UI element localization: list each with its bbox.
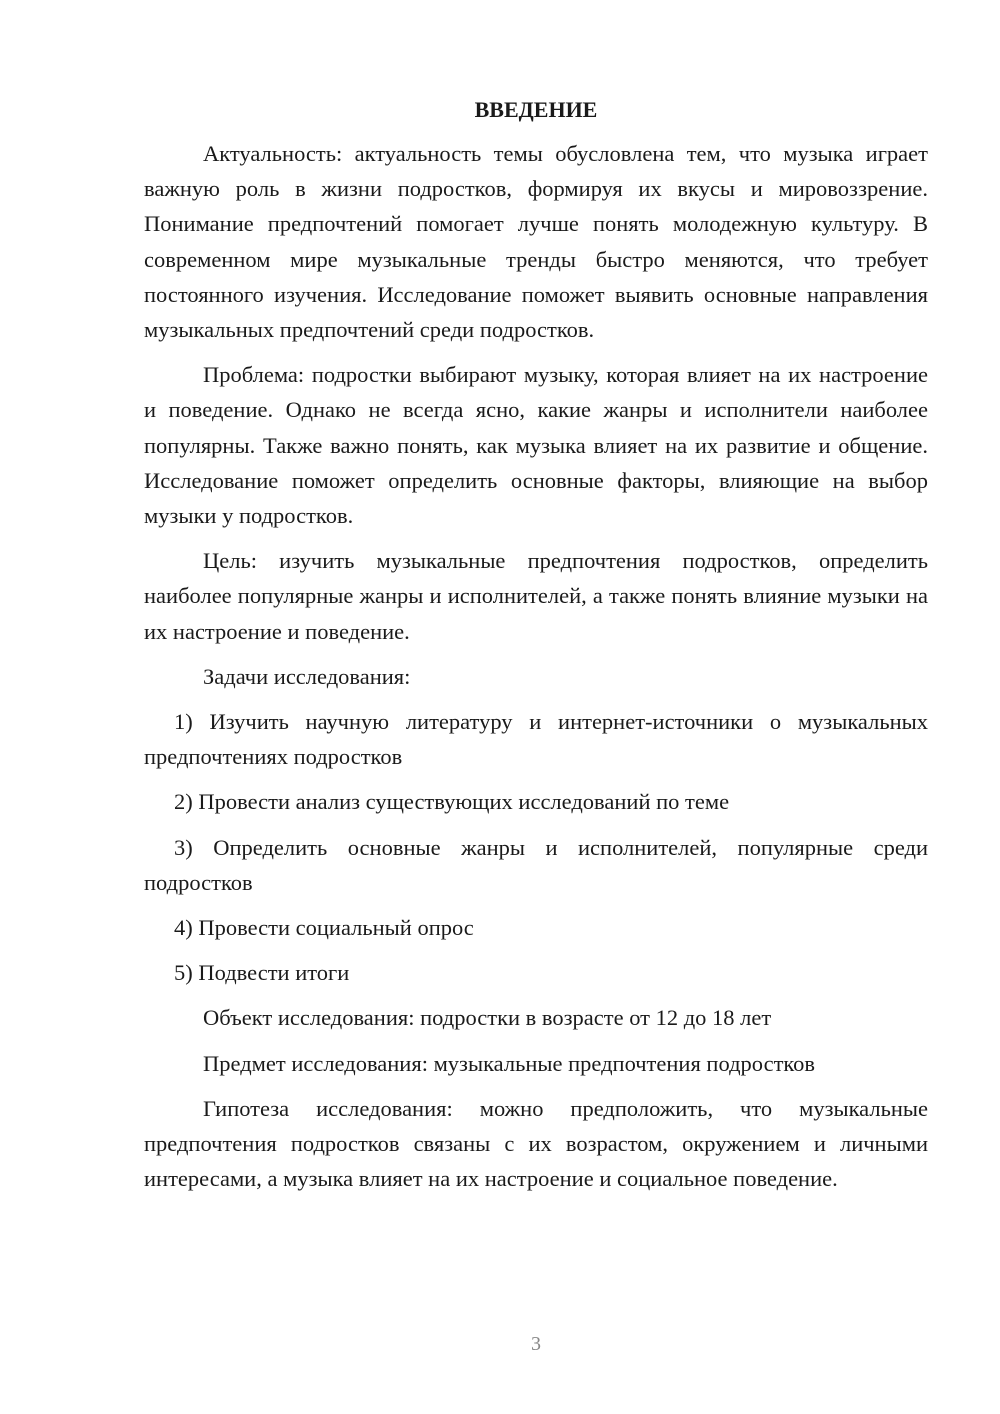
- paragraph-subject: Предмет исследования: музыкальные предпочтения подростков: [203, 1050, 816, 1076]
- section-title: ВВЕДЕНИЕ: [474, 97, 598, 122]
- paragraph-object: Объект исследования: подростки в возрасте от 12 до 18 лет: [203, 1005, 772, 1031]
- paragraph-hypothesis: Гипотеза исследования: можно предположить, что музыкальные предпочтения подростков связаны с их возрастом, окружением и личными интересами, а музыка влияет на их настроение и социальное поведение.: [144, 1095, 928, 1192]
- tasks-heading: Задачи исследования:: [203, 663, 411, 689]
- paragraph-relevance: Актуальность: актуальность темы обусловлена тем, что музыка играет важную роль в жизни подростков, формируя их вкусы и мировоззрение. Понимание предпочтений помогает лучше понять молодежную культуру. В современном мире музыкальные тренды быстро меняются, что требует постоянного изучения. Исследование поможет выявить основные направления музыкальных предпочтений среди подростков.: [144, 141, 928, 343]
- document-body: [144, 92, 928, 1206]
- page-number: 3: [531, 1333, 541, 1355]
- task-item-1: 1) Изучить научную литературу и интернет-источники о музыкальных предпочтениях подростков: [144, 709, 928, 770]
- task-item-2: 2) Провести анализ существующих исследований по теме: [174, 789, 730, 815]
- task-item-3: 3) Определить основные жанры и исполнителей, популярные среди подростков: [144, 834, 928, 895]
- paragraph-problem: Проблема: подростки выбирают музыку, которая влияет на их настроение и поведение. Однако не всегда ясно, какие жанры и исполнители наиболее популярны. Также важно понять, как музыка влияет на их развитие и общение. Исследование поможет определить основные факторы, влияющие на выбор музыки у подростков.: [144, 362, 928, 529]
- task-item-4: 4) Провести социальный опрос: [174, 915, 474, 941]
- paragraph-goal: Цель: изучить музыкальные предпочтения подростков, определить наиболее популярные жанры и исполнителей, а также понять влияние музыки на их настроение и поведение.: [144, 548, 928, 644]
- task-item-5: 5) Подвести итоги: [174, 960, 350, 986]
